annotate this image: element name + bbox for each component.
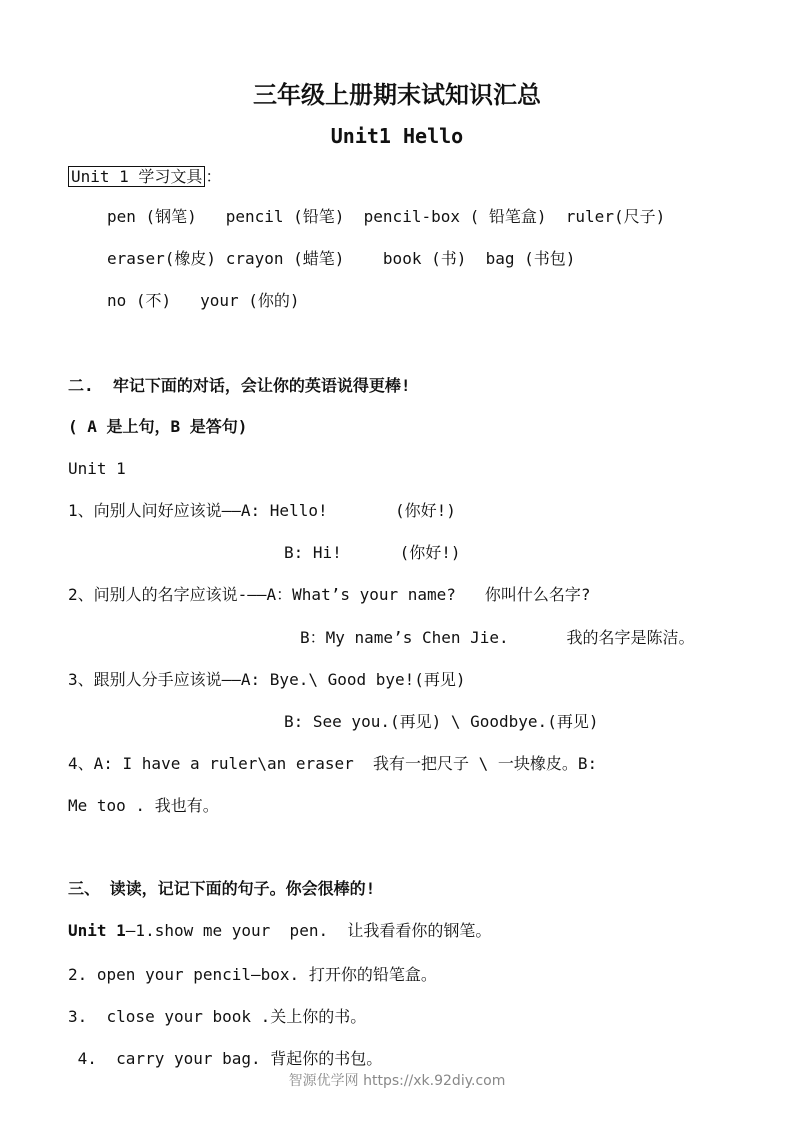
section1-heading-colon: ：: [205, 167, 222, 186]
dialog-line-5: 3、跟别人分手应该说——A: Bye.\ Good bye!(再见): [68, 670, 466, 689]
section2-heading: 二. 牢记下面的对话，会让你的英语说得更棒!: [68, 376, 411, 395]
section3-heading: 三、 读读，记记下面的句子。你会很棒的!: [68, 879, 376, 898]
dialog-line-4: B：My name’s Chen Jie. 我的名字是陈洁。: [300, 628, 695, 647]
dialog-line-8: Me too . 我也有。: [68, 796, 219, 815]
footer-watermark[interactable]: 智源优学网 https://xk.92diy.com: [288, 1073, 506, 1089]
sentence-line-2: 2. open your pencil—box. 打开你的铅笔盒。: [68, 965, 437, 984]
page-subtitle: Unit1 Hello: [330, 124, 464, 148]
vocab-line-1: pen (钢笔) pencil (铅笔) pencil-box ( 铅笔盒) ruler(尺子): [107, 207, 666, 226]
dialog-line-1: 1、向别人问好应该说——A: Hello! (你好!): [68, 501, 456, 520]
section1-heading-row: [68, 167, 221, 187]
vocab-line-3: no (不) your (你的): [107, 291, 300, 310]
section2-unit: Unit 1: [68, 459, 126, 478]
page-title: 三年级上册期末试知识汇总: [253, 81, 541, 109]
dialog-line-3: 2、问别人的名字应该说-——A：What’s your name? 你叫什么名字?: [68, 585, 591, 604]
sentence-line-1: [68, 921, 491, 941]
sentence-line-3: 3. close your book .关上你的书。: [68, 1007, 367, 1026]
vocab-line-2: eraser(橡皮) crayon (蜡笔) book (书) bag (书包): [107, 249, 576, 268]
dialog-line-7: 4、A: I have a ruler\an eraser 我有一把尺子 \ 一块橡皮。B:: [68, 754, 598, 773]
dialog-line-6: B: See you.(再见) \ Goodbye.(再见): [284, 712, 599, 731]
sentence-line-1-unit: Unit 1: [68, 921, 126, 940]
section2-note: ( A 是上句，B 是答句): [68, 417, 248, 436]
section1-heading: Unit 1 学习文具: [68, 166, 205, 187]
sentence-line-1-text: —1.show me your pen. 让我看看你的钢笔。: [125, 921, 492, 940]
sentence-line-4: 4. carry your bag. 背起你的书包。: [68, 1049, 383, 1068]
dialog-line-2: B: Hi! (你好!): [284, 543, 461, 562]
